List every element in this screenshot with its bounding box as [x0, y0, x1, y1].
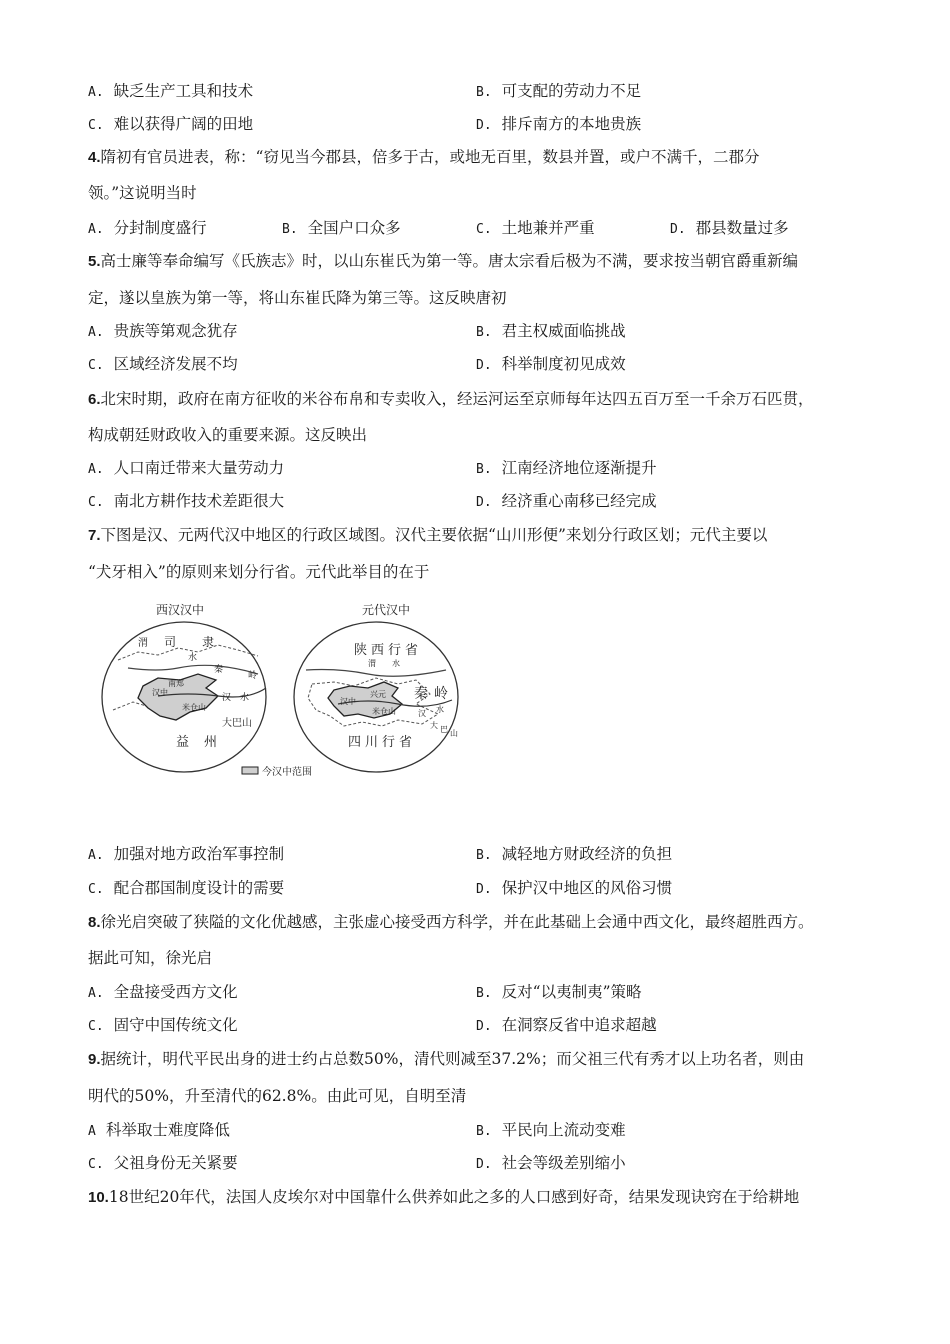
option-letter: A.: [88, 986, 104, 1001]
map-left-label: 益: [176, 735, 190, 750]
option-text: 在洞察反省中追求超越: [501, 1016, 657, 1034]
option-letter: A.: [88, 85, 104, 100]
map-left-label: 隶: [202, 635, 215, 649]
q8-option-d: [476, 1014, 657, 1038]
option-letter: C.: [88, 495, 104, 510]
map-right-title: 元代汉中: [362, 603, 411, 617]
option-letter: C.: [88, 1019, 104, 1034]
q7-stem-line1: [88, 524, 767, 547]
option-letter: B.: [282, 222, 298, 237]
map-left-label: 大巴山: [222, 718, 252, 729]
map-left-label: 水: [188, 653, 198, 663]
q4-option-d: [670, 217, 789, 241]
q9-option-b: [476, 1119, 626, 1143]
q6-option-a: [88, 457, 284, 481]
option-text: 排斥南方的本地贵族: [501, 115, 642, 133]
option-text: 父祖身份无关紧要: [113, 1154, 238, 1172]
q6-option-c: [88, 490, 284, 514]
q4-option-b: [282, 217, 401, 241]
q7-map-figure: [98, 600, 478, 785]
map-right-label: 巴: [440, 725, 448, 734]
q5-stem-line1: [88, 250, 798, 273]
map-right-label: 秦: [414, 686, 428, 702]
option-text: 贵族等第观念犹存: [113, 322, 238, 340]
q6-stem-line1: [88, 388, 814, 411]
option-text: 难以获得广阔的田地: [113, 115, 254, 133]
question-number: 4.: [88, 149, 101, 166]
map-svg: [98, 600, 478, 785]
option-text: 配合郡国制度设计的需要: [113, 879, 285, 897]
option-letter: D.: [476, 882, 492, 897]
map-left-label: 州: [204, 735, 218, 750]
map-right-label: 四川行省: [348, 735, 417, 750]
stem-text: 据统计，明代平民出身的进士约占总数50%，清代则减至37.2%；而父祖三代有秀才以上功名者，则由: [100, 1050, 805, 1068]
map-left-label: 秦: [214, 665, 224, 675]
option-letter: A: [88, 1124, 96, 1139]
map-left-label: 渭: [138, 638, 148, 649]
question-number: 9.: [88, 1051, 101, 1068]
option-letter: B.: [476, 325, 492, 340]
q7-option-b: [476, 843, 672, 867]
option-letter: B.: [476, 462, 492, 477]
option-letter: D.: [476, 495, 492, 510]
map-right-label: 汉: [418, 709, 426, 718]
q4-stem-line1: [88, 146, 759, 169]
q10-stem-line1: [88, 1186, 799, 1209]
map-right-label: 岭: [434, 686, 448, 702]
option-letter: C.: [88, 118, 104, 133]
map-left-label: 岭: [248, 671, 258, 681]
option-letter: C.: [476, 222, 492, 237]
q9-option-c: [88, 1152, 238, 1176]
map-left-label: 汉: [222, 693, 232, 703]
map-left-label: 司: [164, 635, 177, 649]
option-text: 缺乏生产工具和技术: [113, 82, 254, 100]
stem-text: 北宋时期，政府在南方征收的米谷布帛和专卖收入，经运河运至京师每年达四五百万至一千余万石匹贯，: [100, 390, 814, 408]
option-text: 加强对地方政治军事控制: [113, 845, 285, 863]
option-letter: A.: [88, 325, 104, 340]
q8-stem-line2: 据此可知，徐光启: [88, 949, 213, 967]
question-number: 6.: [88, 391, 101, 408]
q4-option-a: [88, 217, 207, 241]
legend-swatch: [242, 767, 258, 774]
option-letter: D.: [476, 118, 492, 133]
q5-option-c: [88, 353, 238, 377]
question-number: 8.: [88, 914, 101, 931]
q8-option-a: [88, 981, 238, 1005]
option-letter: C.: [88, 882, 104, 897]
q8-stem-line1: [88, 911, 814, 934]
map-left-label: 汉中: [152, 688, 168, 697]
option-text: 可支配的劳动力不足: [501, 82, 642, 100]
map-right-label: 水: [392, 659, 400, 668]
q8-option-b: [476, 981, 642, 1005]
q3-option-b: [476, 80, 641, 104]
option-text: 社会等级差别缩小: [501, 1154, 626, 1172]
option-letter: C.: [88, 1157, 104, 1172]
q9-option-a: [88, 1119, 230, 1143]
q9-stem-line1: [88, 1048, 804, 1071]
option-letter: D.: [476, 358, 492, 373]
option-letter: B.: [476, 85, 492, 100]
map-right-label: 陕西行省: [354, 643, 423, 658]
question-number: 10.: [88, 1189, 109, 1206]
q6-option-d: [476, 490, 657, 514]
option-letter: A.: [88, 462, 104, 477]
q8-option-c: [88, 1014, 238, 1038]
option-text: 反对“以夷制夷”策略: [501, 983, 642, 1001]
stem-text: 下图是汉、元两代汉中地区的行政区域图。汉代主要依据“山川形便”来划分行政区划；元代主要以: [100, 526, 768, 544]
q9-stem-line2: 明代的50%，升至清代的62.8%。由此可见，自明至清: [88, 1087, 467, 1105]
option-text: 区域经济发展不均: [113, 355, 238, 373]
option-text: 经济重心南移已经完成: [501, 492, 657, 510]
option-letter: B.: [476, 848, 492, 863]
map-right-label: 山: [450, 729, 458, 738]
option-text: 平民向上流动变难: [501, 1121, 626, 1139]
option-letter: D.: [476, 1019, 492, 1034]
map-right-label: 米仓山: [372, 707, 396, 716]
map-left-label: 水: [240, 693, 250, 703]
map-right-label: 水: [436, 705, 444, 714]
option-text: 全盘接受西方文化: [113, 983, 238, 1001]
question-number: 5.: [88, 253, 101, 270]
map-left-label: 米仓山: [182, 703, 206, 712]
q7-option-a: [88, 843, 284, 867]
map-legend-label: 今汉中范围: [262, 767, 312, 778]
map-right-label: 渭: [368, 659, 376, 668]
option-text: 江南经济地位逐渐提升: [501, 459, 657, 477]
map-right-label: 大: [430, 721, 438, 730]
option-text: 固守中国传统文化: [113, 1016, 238, 1034]
q4-stem-line2: 领。”这说明当时: [88, 184, 197, 202]
option-text: 科举制度初见成效: [501, 355, 626, 373]
option-letter: D.: [670, 222, 686, 237]
stem-text: 隋初有官员进表，称：“窃见当今郡县，倍多于古，或地无百里，数县并置，或户不满千，二郡分: [100, 148, 760, 166]
option-text: 人口南迁带来大量劳动力: [113, 459, 285, 477]
option-letter: D.: [476, 1157, 492, 1172]
option-text: 全国户口众多: [307, 219, 401, 237]
map-right-label: 汉中: [340, 697, 356, 706]
question-number: 7.: [88, 527, 101, 544]
q6-stem-line2: 构成朝廷财政收入的重要来源。这反映出: [88, 426, 368, 444]
option-text: 科举取士难度降低: [105, 1121, 230, 1139]
q7-stem-line2: “犬牙相入”的原则来划分行省。元代此举目的在于: [88, 563, 430, 581]
option-letter: C.: [88, 358, 104, 373]
map-left-label: 南郑: [168, 679, 184, 688]
q5-option-d: [476, 353, 626, 377]
option-text: 郡县数量过多: [695, 219, 789, 237]
stem-text: 徐光启突破了狭隘的文化优越感，主张虚心接受西方科学，并在此基础上会通中西文化，最终超胜西方。: [100, 913, 814, 931]
option-letter: B.: [476, 1124, 492, 1139]
map-left-title: 西汉汉中: [156, 603, 205, 617]
q9-option-d: [476, 1152, 626, 1176]
q3-option-d: [476, 113, 641, 137]
q3-option-c: [88, 113, 253, 137]
q5-stem-line2: 定，遂以皇族为第一等，将山东崔氏降为第三等。这反映唐初: [88, 289, 507, 307]
option-text: 南北方耕作技术差距很大: [113, 492, 285, 510]
q5-option-a: [88, 320, 238, 344]
q7-option-c: [88, 877, 284, 901]
q5-option-b: [476, 320, 626, 344]
q7-option-d: [476, 877, 672, 901]
q3-option-a: [88, 80, 253, 104]
stem-text: 18世纪20年代，法国人皮埃尔对中国靠什么供养如此之多的人口感到好奇，结果发现诀窍在于给耕地: [108, 1188, 800, 1206]
option-text: 土地兼并严重: [501, 219, 595, 237]
map-right-label: 兴元: [370, 690, 386, 699]
option-letter: A.: [88, 222, 104, 237]
option-text: 分封制度盛行: [113, 219, 207, 237]
option-text: 保护汉中地区的风俗习惯: [501, 879, 673, 897]
q4-option-c: [476, 217, 595, 241]
option-text: 减轻地方财政经济的负担: [501, 845, 673, 863]
q6-option-b: [476, 457, 657, 481]
stem-text: 高士廉等奉命编写《氏族志》时，以山东崔氏为第一等。唐太宗看后极为不满，要求按当朝官爵重新编: [100, 252, 799, 270]
option-letter: A.: [88, 848, 104, 863]
option-text: 君主权威面临挑战: [501, 322, 626, 340]
option-letter: B.: [476, 986, 492, 1001]
